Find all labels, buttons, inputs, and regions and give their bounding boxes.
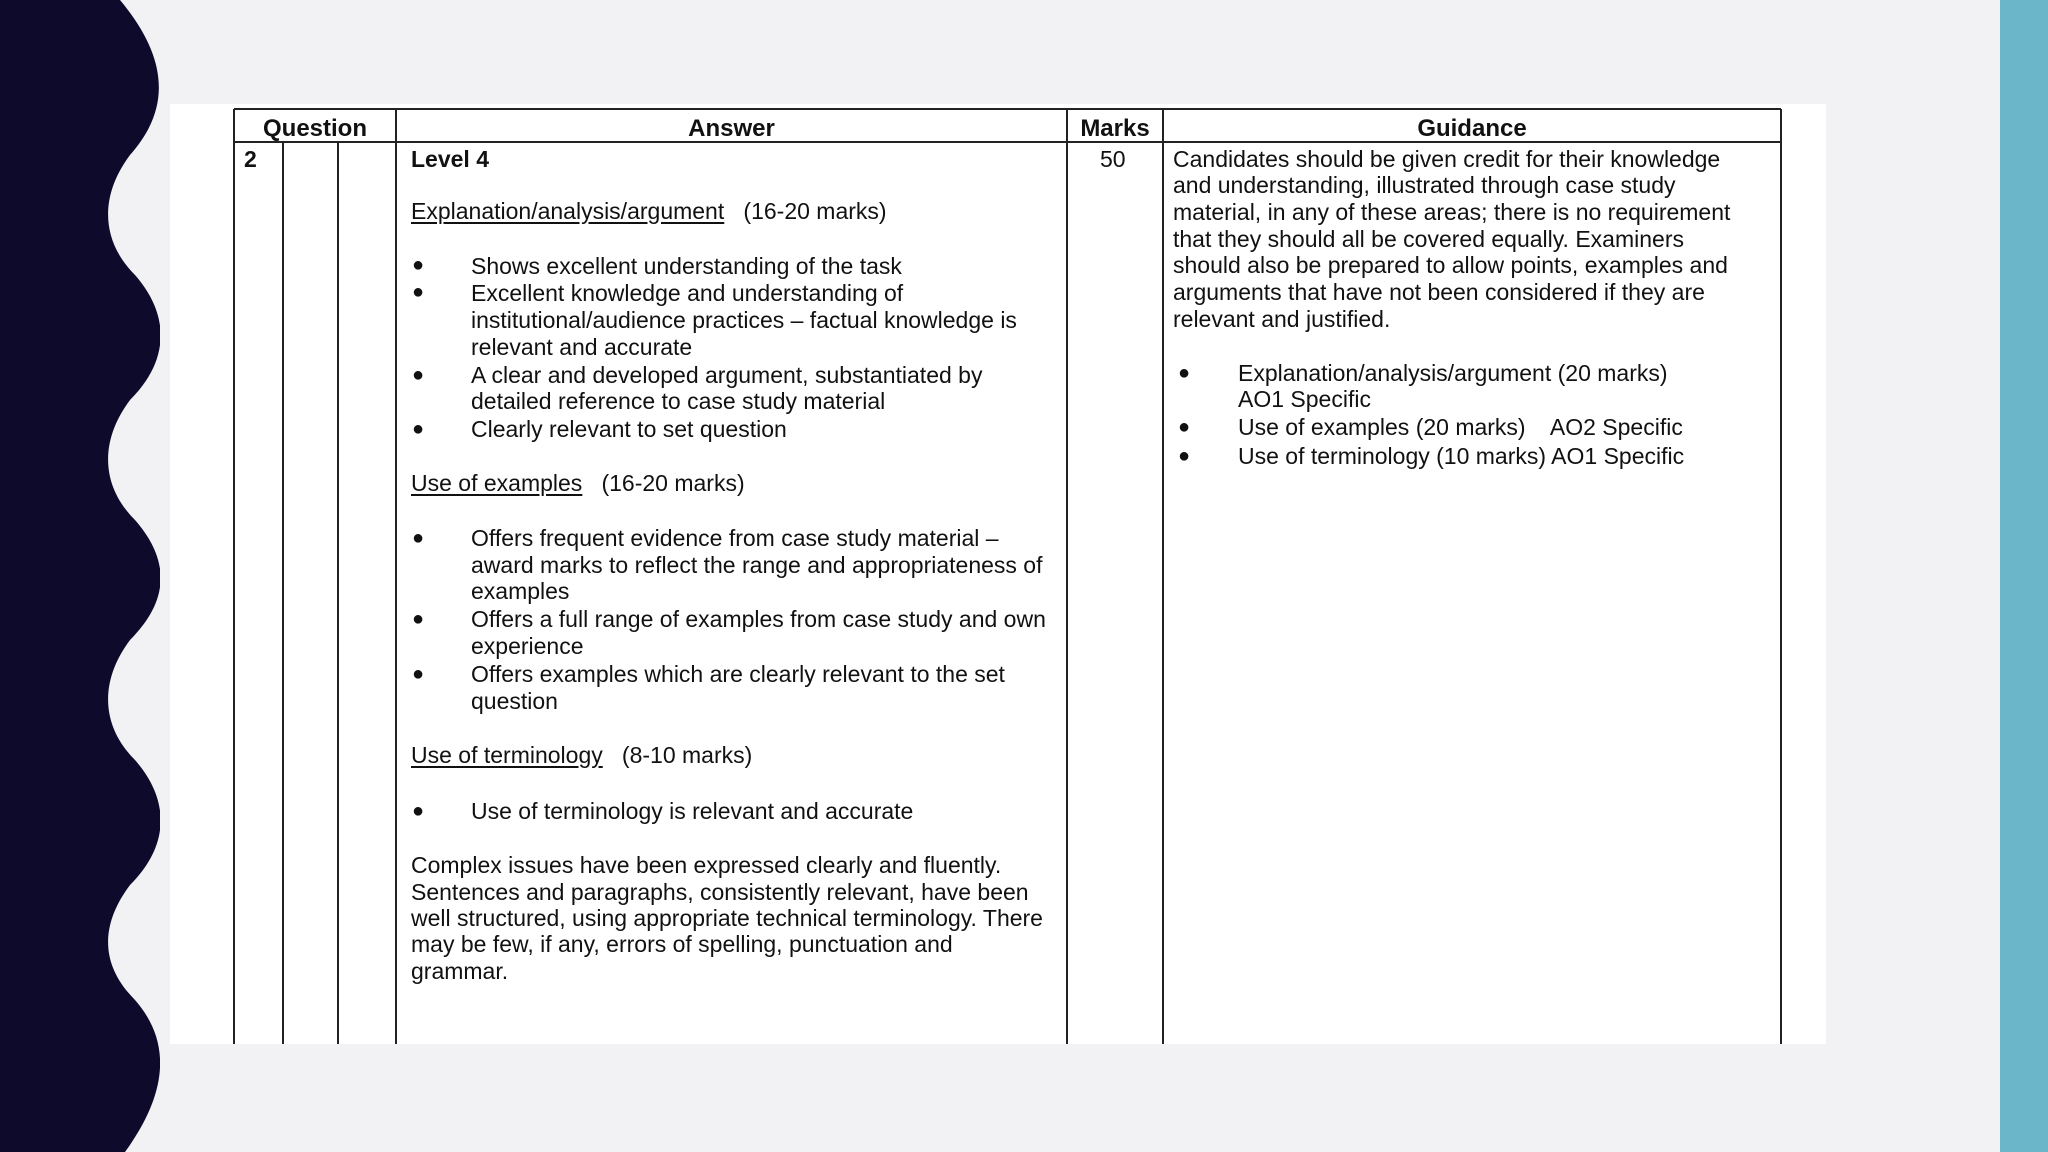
bullet-dot: ● (412, 527, 425, 549)
closing-paragraph-line: Sentences and paragraphs, consistently relevant, have been (411, 879, 1029, 905)
closing-paragraph-line: Complex issues have been expressed clearly and fluently. (411, 852, 1002, 878)
bullet-text: Clearly relevant to set question (471, 416, 787, 442)
guidance-line: arguments that have not been considered if they are (1173, 279, 1705, 305)
section-title: Use of terminology (411, 742, 603, 768)
bullet-dot: ● (412, 281, 425, 303)
closing-paragraph-line: grammar. (411, 958, 509, 984)
bullet-dot: ● (412, 364, 425, 386)
accent-bar (2000, 0, 2048, 1152)
section-marks: (16-20 marks) (743, 198, 887, 224)
guidance-line: that they should all be covered equally. Examiners (1173, 226, 1684, 252)
guidance-line: material, in any of these areas; there is no requirement (1173, 199, 1731, 225)
bullet-dot: ● (412, 254, 425, 276)
closing-paragraph-line: well structured, using appropriate technical terminology. There (411, 905, 1043, 931)
section-marks: (16-20 marks) (601, 470, 745, 496)
guidance-bullet-text: Use of terminology (10 marks) AO1 Specific (1238, 443, 1685, 469)
bullet-text: Offers frequent evidence from case study material – (471, 525, 999, 551)
level-heading: Level 4 (411, 146, 489, 172)
header-guidance: Guidance (1417, 115, 1527, 142)
section-heading (411, 470, 745, 497)
bullet-text: award marks to reflect the range and appropriateness of (471, 552, 1043, 578)
bullet-text: question (471, 688, 558, 714)
bullet-text: Offers examples which are clearly relevant to the set (471, 661, 1005, 687)
header-answer: Answer (688, 115, 775, 142)
bullet-text: A clear and developed argument, substantiated by (471, 362, 983, 388)
section-title: Explanation/analysis/argument (411, 198, 725, 224)
guidance-line: should also be prepared to allow points, examples and (1173, 252, 1728, 278)
bullet-text: Offers a full range of examples from case study and own (471, 606, 1046, 632)
guidance-bullet-text: Explanation/analysis/argument (20 marks) (1238, 360, 1668, 386)
bullet-text: relevant and accurate (471, 334, 693, 360)
bullet-text: examples (471, 578, 570, 604)
question-number: 2 (244, 146, 257, 172)
section-marks: (8-10 marks) (621, 742, 753, 768)
header-question: Question (262, 115, 367, 142)
bullet-dot: ● (412, 663, 425, 685)
bullet-dot: ● (412, 608, 425, 630)
closing-paragraph-line: may be few, if any, errors of spelling, punctuation and (411, 931, 953, 957)
guidance-line: and understanding, illustrated through case study (1173, 172, 1676, 198)
bullet-dot: ● (412, 800, 425, 822)
bullet-text: institutional/audience practices – factual knowledge is (471, 307, 1017, 333)
section-title: Use of examples (411, 470, 583, 496)
header-marks: Marks (1080, 115, 1150, 142)
bullet-text: Shows excellent understanding of the task (471, 253, 902, 279)
bullet-dot: ● (1178, 416, 1191, 438)
guidance-bullet-text: Use of examples (20 marks) AO2 Specific (1238, 414, 1683, 440)
bullet-dot: ● (1178, 362, 1191, 384)
section-heading (411, 742, 752, 769)
bullet-dot: ● (1178, 445, 1191, 467)
guidance-line: Candidates should be given credit for their knowledge (1173, 146, 1721, 172)
bullet-text: Excellent knowledge and understanding of (471, 280, 904, 306)
bullet-dot: ● (412, 418, 425, 440)
bullet-text: detailed reference to case study material (471, 388, 886, 414)
bullet-text: Use of terminology is relevant and accurate (471, 798, 914, 824)
section-heading (411, 198, 887, 225)
decorative-wave-sidebar (0, 0, 160, 1152)
guidance-line: relevant and justified. (1173, 306, 1391, 332)
bullet-text: experience (471, 633, 584, 659)
marks-value: 50 (1100, 146, 1126, 172)
mark-scheme-document (170, 104, 1826, 1044)
guidance-bullet-text: AO1 Specific (1238, 386, 1371, 412)
